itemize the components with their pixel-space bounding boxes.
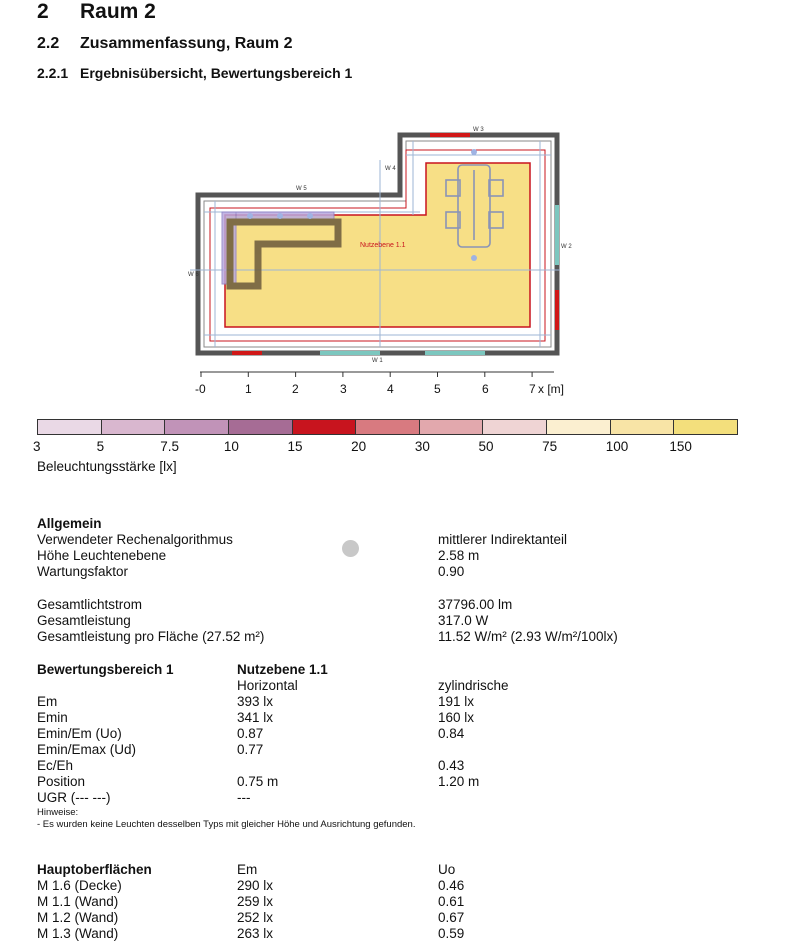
eval-label: Ec/Eh [37, 758, 74, 773]
eval-horizontal: --- [237, 790, 251, 805]
wall-label-w6: W 6 [188, 272, 199, 278]
general-label: Höhe Leuchtenebene [37, 548, 167, 563]
eval-label: Em [37, 694, 58, 709]
wall-label-w1: W 1 [372, 358, 383, 364]
x-tick-label: 3 [340, 382, 347, 396]
eval-horizontal: 341 lx [237, 710, 274, 725]
room-floor-plan [0, 0, 800, 410]
color-scale-value: 15 [287, 439, 303, 454]
general-value: 317.0 W [438, 613, 489, 628]
color-scale-swatch [228, 419, 293, 435]
x-tick-label: 5 [434, 382, 441, 396]
col-horizontal: Horizontal [237, 678, 298, 693]
general-value: 0.90 [438, 564, 465, 579]
surface-uo: 0.59 [438, 926, 465, 941]
chapter-title: Raum 2 [80, 0, 156, 23]
color-scale-swatch [419, 419, 484, 435]
eval-cylindrical: 191 lx [438, 694, 475, 709]
eval-horizontal: 0.87 [237, 726, 264, 741]
evaluation-header: Bewertungsbereich 1 [37, 662, 174, 677]
section-number: 2.2 [37, 35, 60, 52]
general-header: Allgemein [37, 516, 102, 531]
wall-label-w5: W 5 [296, 186, 307, 192]
subsection-title: Ergebnisübersicht, Bewertungsbereich 1 [80, 65, 353, 81]
general-value: 2.58 m [438, 548, 480, 563]
x-tick-label: 2 [292, 382, 299, 396]
surface-name: M 1.1 (Wand) [37, 894, 119, 909]
general-label: Gesamtleistung pro Fläche (27.52 m²) [37, 629, 265, 644]
wall-label-w4: W 4 [385, 166, 396, 172]
general-label: Gesamtleistung [37, 613, 131, 628]
surface-em: 252 lx [237, 910, 274, 925]
eval-label: UGR (--- ---) [37, 790, 111, 805]
surface-uo: 0.61 [438, 894, 465, 909]
eval-label: Position [37, 774, 86, 789]
eval-label: Emin [37, 710, 68, 725]
surface-uo: 0.67 [438, 910, 465, 925]
color-scale-value: 100 [605, 439, 629, 454]
general-label: Verwendeter Rechenalgorithmus [37, 532, 233, 547]
color-scale-value: 3 [33, 439, 41, 454]
eval-horizontal: 0.75 m [237, 774, 279, 789]
color-scale-swatch [610, 419, 675, 435]
x-tick-label: 7 [529, 382, 536, 396]
eval-cylindrical: 0.43 [438, 758, 465, 773]
surface-name: M 1.6 (Decke) [37, 878, 122, 893]
illuminance-color-scale [37, 419, 737, 435]
eval-cylindrical: 1.20 m [438, 774, 480, 789]
surface-name: M 1.2 (Wand) [37, 910, 119, 925]
surface-em: 290 lx [237, 878, 274, 893]
general-label: Gesamtlichtstrom [37, 597, 143, 612]
surface-em: 259 lx [237, 894, 274, 909]
door-right [555, 290, 559, 330]
color-scale-value: 10 [223, 439, 239, 454]
section-title: Zusammenfassung, Raum 2 [80, 35, 293, 52]
color-scale-value: 20 [351, 439, 367, 454]
color-scale-swatch [482, 419, 547, 435]
surface-em: 263 lx [237, 926, 274, 941]
wall-label-w2: W 2 [561, 244, 572, 250]
color-scale-swatch [164, 419, 229, 435]
color-scale-swatch [37, 419, 102, 435]
door-bottom [232, 351, 262, 355]
eval-label: Emin/Em (Uo) [37, 726, 122, 741]
surfaces-col-uo: Uo [438, 862, 456, 877]
eval-cylindrical: 0.84 [438, 726, 465, 741]
surface-name: M 1.3 (Wand) [37, 926, 119, 941]
color-scale-swatch [355, 419, 420, 435]
x-tick-label: 1 [245, 382, 252, 396]
evaluation-plane: Nutzebene 1.1 [237, 662, 328, 677]
x-axis-unit: x [m] [538, 382, 564, 396]
color-scale-value: 5 [96, 439, 105, 454]
x-tick-label: 6 [482, 382, 489, 396]
general-label: Wartungsfaktor [37, 564, 129, 579]
chapter-number: 2 [37, 0, 49, 23]
eval-horizontal: 393 lx [237, 694, 274, 709]
wall-label-w3: W 3 [473, 127, 484, 133]
window-bottom-right [425, 351, 485, 355]
color-scale-value: 50 [478, 439, 494, 454]
color-scale-value: 150 [669, 439, 692, 454]
x-tick-label: 4 [387, 382, 394, 396]
color-scale-value: 7.5 [160, 439, 180, 454]
general-value: 11.52 W/m² (2.93 W/m²/100lx) [438, 629, 618, 644]
color-scale-value: 30 [414, 439, 430, 454]
color-scale-swatch [101, 419, 166, 435]
notes-title: Hinweise: [37, 807, 79, 818]
general-value: mittlerer Indirektanteil [438, 532, 568, 547]
color-scale-title: Beleuchtungsstärke [lx] [37, 459, 177, 474]
x-tick-label: -0 [195, 382, 206, 396]
door-top [430, 133, 470, 137]
area-label: Nutzebene 1.1 [360, 242, 406, 249]
window-right [555, 205, 559, 265]
color-scale-value: 75 [542, 439, 558, 454]
general-value: 37796.00 lm [438, 597, 513, 612]
color-scale-swatch [292, 419, 357, 435]
window-bottom-left [320, 351, 380, 355]
surfaces-header: Hauptoberflächen [37, 862, 152, 877]
surfaces-col-em: Em [237, 862, 258, 877]
subsection-number: 2.2.1 [37, 65, 69, 81]
color-scale-swatch [546, 419, 611, 435]
notes-text: - Es wurden keine Leuchten desselben Typs mit gleicher Höhe und Ausrichtung gefunden. [37, 819, 416, 830]
col-cylindrical: zylindrische [438, 678, 509, 693]
surface-uo: 0.46 [438, 878, 465, 893]
eval-cylindrical: 160 lx [438, 710, 475, 725]
eval-label: Emin/Emax (Ud) [37, 742, 137, 757]
color-scale-swatch [673, 419, 738, 435]
cursor-indicator [342, 540, 359, 557]
eval-horizontal: 0.77 [237, 742, 264, 757]
